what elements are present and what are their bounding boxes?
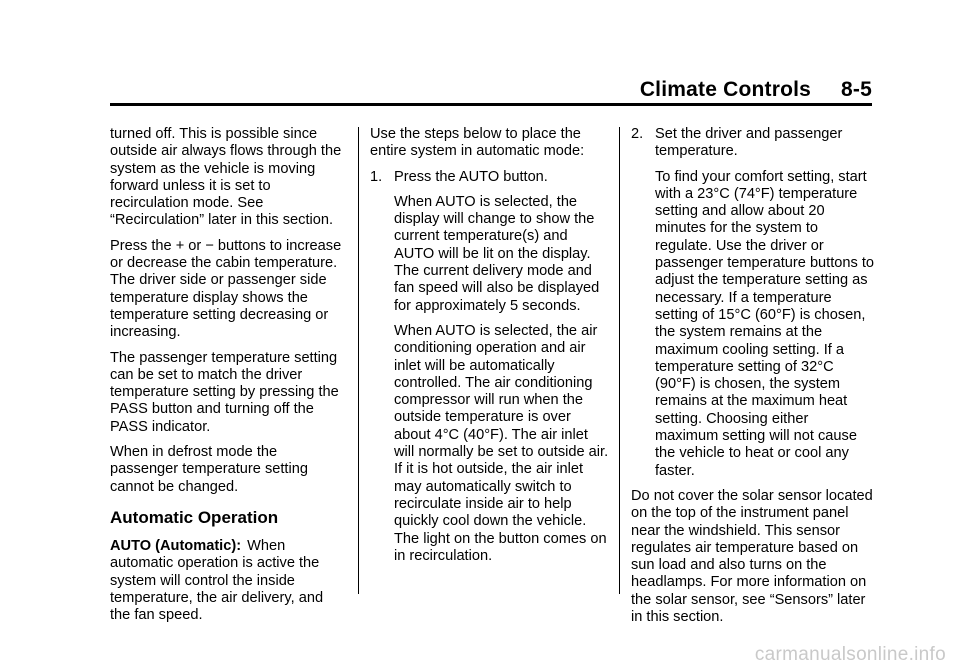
paragraph-recirculation: turned off. This is possible since outside air always flows through the system as the vehicle is moving forward unless it is set to recirculation mode. See “Recirculation” later in this section. bbox=[110, 126, 342, 229]
section-title: Climate Controls bbox=[639, 78, 812, 101]
column-divider-1 bbox=[358, 127, 359, 594]
auto-term: AUTO (Automatic): bbox=[110, 537, 242, 554]
column-2 bbox=[370, 126, 610, 573]
page-header bbox=[640, 78, 872, 102]
column-1 bbox=[110, 126, 346, 632]
heading-automatic-operation: Automatic Operation bbox=[110, 507, 279, 527]
column-divider-2 bbox=[619, 127, 620, 594]
step-1-paragraph-air-conditioning: When AUTO is selected, the air conditioning operation and air inlet will be automatically controlled. The air conditioning compressor will run when the outside temperature is over about 4°C (40°F). The air inlet will normally be set to outside air. If it is hot outside, the air inlet may automatically switch to recirculate inside air to help quickly cool down the vehicle. The light on the button comes on in recirculation. bbox=[394, 322, 609, 564]
paragraph-solar-sensor: Do not cover the solar sensor located on the top of the instrument panel near the windshield. This sensor regulates air temperature based on sun load and also turns on the headlamps. For more information on the solar sensor, see “Sensors” later in this section. bbox=[631, 487, 873, 626]
step-1 bbox=[370, 169, 610, 566]
auto-description: When automatic operation is active the system will control the inside temperature, the air delivery, and the fan speed. bbox=[110, 537, 324, 624]
header-rule bbox=[110, 103, 872, 106]
step-2-number: 2. bbox=[631, 126, 644, 142]
paragraph-defrost: When in defrost mode the passenger temperature setting cannot be changed. bbox=[110, 444, 308, 495]
step-2 bbox=[631, 126, 875, 480]
column-3 bbox=[631, 126, 875, 634]
paragraph-temperature-buttons: Press the + or − buttons to increase or decrease the cabin temperature. The driver side or passenger side temperature display shows the temperature setting decreasing or increasing. bbox=[110, 237, 342, 341]
step-2-paragraph-comfort: To find your comfort setting, start with a 23°C (74°F) temperature setting and allow about 20 minutes for the system to regulate. Use the driver or passenger temperature buttons to adjust the temperature setting as necessary. If a temperature setting of 15°C (60°F) is chosen, the system remains at the maximum cooling setting. If a temperature setting of 32°C (90°F) is chosen, the system remains at the maximum heat setting. Choosing either maximum setting will not cause the vehicle to heat or cool any faster. bbox=[655, 168, 875, 479]
paragraph-auto bbox=[110, 538, 346, 624]
step-2-title: Set the driver and passenger temperature. bbox=[655, 126, 843, 160]
step-1-paragraph-display: When AUTO is selected, the display will change to show the current temperature(s) and AUTO will be lit on the display. The current delivery mode and fan speed will also be displayed for approximately 5 seconds. bbox=[394, 193, 600, 314]
step-1-title: Press the AUTO button. bbox=[394, 168, 548, 185]
paragraph-pass-button: The passenger temperature setting can be set to match the driver temperature setting by pressing the PASS button and turning off the PASS indicator. bbox=[110, 349, 339, 435]
watermark: carmanualsonline.info bbox=[754, 644, 946, 665]
paragraph-steps-intro: Use the steps below to place the entire system in automatic mode: bbox=[370, 126, 585, 160]
page-number: 8-5 bbox=[841, 78, 872, 101]
step-1-number: 1. bbox=[370, 168, 383, 185]
